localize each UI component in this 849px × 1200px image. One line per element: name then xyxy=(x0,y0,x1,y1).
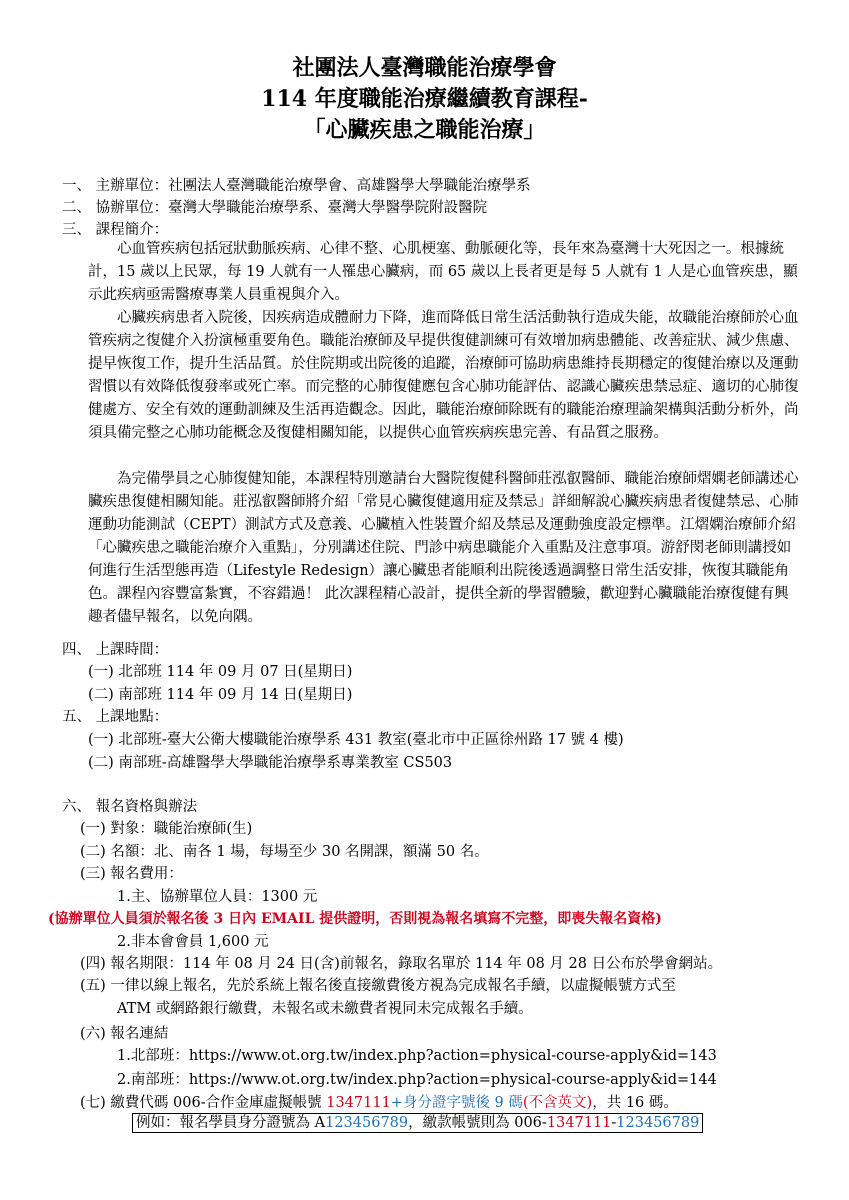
payment-code-note: (不含英文) xyxy=(522,1095,593,1111)
section-venue-heading: 五、 上課地點： xyxy=(62,709,169,725)
reg-fee-members: 1.主、協辦單位人員：1300 元 xyxy=(117,889,318,905)
payment-code-suffix: ，共 16 碼。 xyxy=(592,1095,678,1111)
title-org: 社團法人臺灣職能治療學會 xyxy=(292,55,557,81)
example-middle: ，繳款帳號則為 006- xyxy=(408,1115,547,1131)
title-course: 114 年度職能治療繼續教育課程- xyxy=(261,86,588,112)
intro-paragraph-3: 為完備學員之心肺復健知能，本課程特別邀請台大醫院復健科醫師莊泓叡醫師、職能治療師熠嫻老師講述心臟疾患復健相關知能。莊泓叡醫師將介紹「常見心臟復健適用症及禁忌」詳細解說心臟疾病患者復健禁忌、心肺運動功能測試（CEPT）測試方式及意義、心臟植入性裝置介紹及禁忌及運動強度設定標準。江熠嫻治療師介紹「心臟疾患之職能治療介入重點」，分別講述住院、門診中病患職能介入重點及注意事項。游舒閔老師則講授如何進行生活型態再造（Lifestyle Redesign）讓心臟患者能順利出院後透過調整日常生活安排，恢復其職能角色。課程內容豐富紮實，不容錯過！ 此次課程精心設計，提供全新的學習體驗，歡迎對心臟職能治療復健有興趣者儘早報名，以免向隅。 xyxy=(88,471,799,625)
section-organizer: 一、 主辦單位：社團法人臺灣職能治療學會、高雄醫學大學職能治療學系 xyxy=(62,178,531,194)
section-time-heading: 四、 上課時間： xyxy=(62,642,169,658)
reg-deadline: (四) 報名期限：114 年 08 月 24 日(含)前報名，錄取名單於 114 年 08 月 28 日公布於學會網站。 xyxy=(80,956,723,972)
reg-fee-heading: (三) 報名費用： xyxy=(80,866,183,882)
reg-target: (一) 對象：職能治療師(生) xyxy=(80,821,253,837)
example-dash: - xyxy=(611,1115,617,1131)
section-registration-heading: 六、 報名資格與辦法 xyxy=(62,799,198,815)
payment-code-prefix: (七) 繳費代碼 006-合作金庫虛擬帳號 xyxy=(80,1095,327,1111)
example-prefix: 例如：報名學員身分證號為 A xyxy=(136,1115,326,1131)
reg-fee-non-members: 2.非本會會員 1,600 元 xyxy=(117,934,269,950)
payment-code-account: 1347111 xyxy=(326,1095,391,1111)
payment-example-box xyxy=(132,1113,703,1133)
example-account-code: 1347111 xyxy=(546,1115,612,1131)
reg-online-line-2: ATM 或網路銀行繳費，未報名或未繳費者視同未完成報名手續。 xyxy=(117,1001,533,1017)
reg-link-north[interactable]: 1.北部班：https://www.ot.org.tw/index.php?action=physical-course-apply&id=143 xyxy=(117,1048,717,1064)
title-block xyxy=(0,53,849,146)
reg-link-south[interactable]: 2.南部班：https://www.ot.org.tw/index.php?action=physical-course-apply&id=144 xyxy=(117,1072,717,1088)
time-south: (二) 南部班 114 年 09 月 14 日(星期日) xyxy=(88,687,353,703)
intro-paragraph-2: 心臟疾病患者入院後，因疾病造成體耐力下降，進而降低日常生活活動執行造成失能，故職能治療師於心血管疾病之復健介入扮演極重要角色。職能治療師及早提供復健訓練可有效增加病患體能、改善症狀、減少焦慮、提早恢復工作，提升生活品質。於住院期或出院後的追蹤，治療師可協助病患維持長期穩定的復健治療以及運動習慣以有效降低復發率或死亡率。而完整的心肺復健應包含心肺功能評估、認識心臟疾患禁忌症、適切的心肺復健處方、安全有效的運動訓練及生活再造觀念。因此，職能治療師除既有的職能治療理論架構與活動分析外，尚須具備完整之心肺功能概念及復健相關知能，以提供心血管疾病疾患完善、有品質之服務。 xyxy=(88,310,799,441)
intro-paragraph-1: 心血管疾病包括冠狀動脈疾病、心律不整、心肌梗塞、動脈硬化等，長年來為臺灣十大死因之一。根據統計，15 歲以上民眾，每 19 人就有一人罹患心臟病，而 65 歲以上長者更是每 5 人就有 1 人是心血管疾患，顯示此疾病亟需醫療專業人員重視與介入。 xyxy=(88,241,798,303)
example-id-number: 123456789 xyxy=(325,1115,409,1131)
section-co-organizer: 二、 協辦單位：臺灣大學職能治療學系、臺灣大學醫學院附設醫院 xyxy=(62,200,488,216)
payment-example-line xyxy=(132,1114,703,1132)
section-intro-heading: 三、 課程簡介： xyxy=(62,222,169,238)
reg-quota: (二) 名額：北、南各 1 場，每場至少 30 名開課，額滿 50 名。 xyxy=(80,844,489,860)
title-topic: 「心臟疾患之職能治療」 xyxy=(303,117,546,143)
example-account-id: 123456789 xyxy=(616,1115,700,1131)
time-north: (一) 北部班 114 年 09 月 07 日(星期日) xyxy=(88,664,353,680)
venue-north: (一) 北部班-臺大公衛大樓職能治療學系 431 教室(臺北市中正區徐州路 17 號 4 樓) xyxy=(88,732,624,748)
payment-code-line xyxy=(80,1094,678,1112)
reg-link-heading: (六) 報名連結 xyxy=(80,1026,169,1042)
reg-online-line-1: (五) 一律以線上報名，先於系統上報名後直接繳費後方視為完成報名手續，以虛擬帳號方式至 xyxy=(80,978,676,994)
payment-code-id-part: +身分證字號後 9 碼 xyxy=(390,1095,523,1111)
venue-south: (二) 南部班-高雄醫學大學職能治療學系專業教室 CS503 xyxy=(88,755,453,771)
reg-fee-warning: (協辦單位人員須於報名後 3 日內 EMAIL 提供證明，否則視為報名填寫不完整，即喪失報名資格) xyxy=(48,911,662,927)
